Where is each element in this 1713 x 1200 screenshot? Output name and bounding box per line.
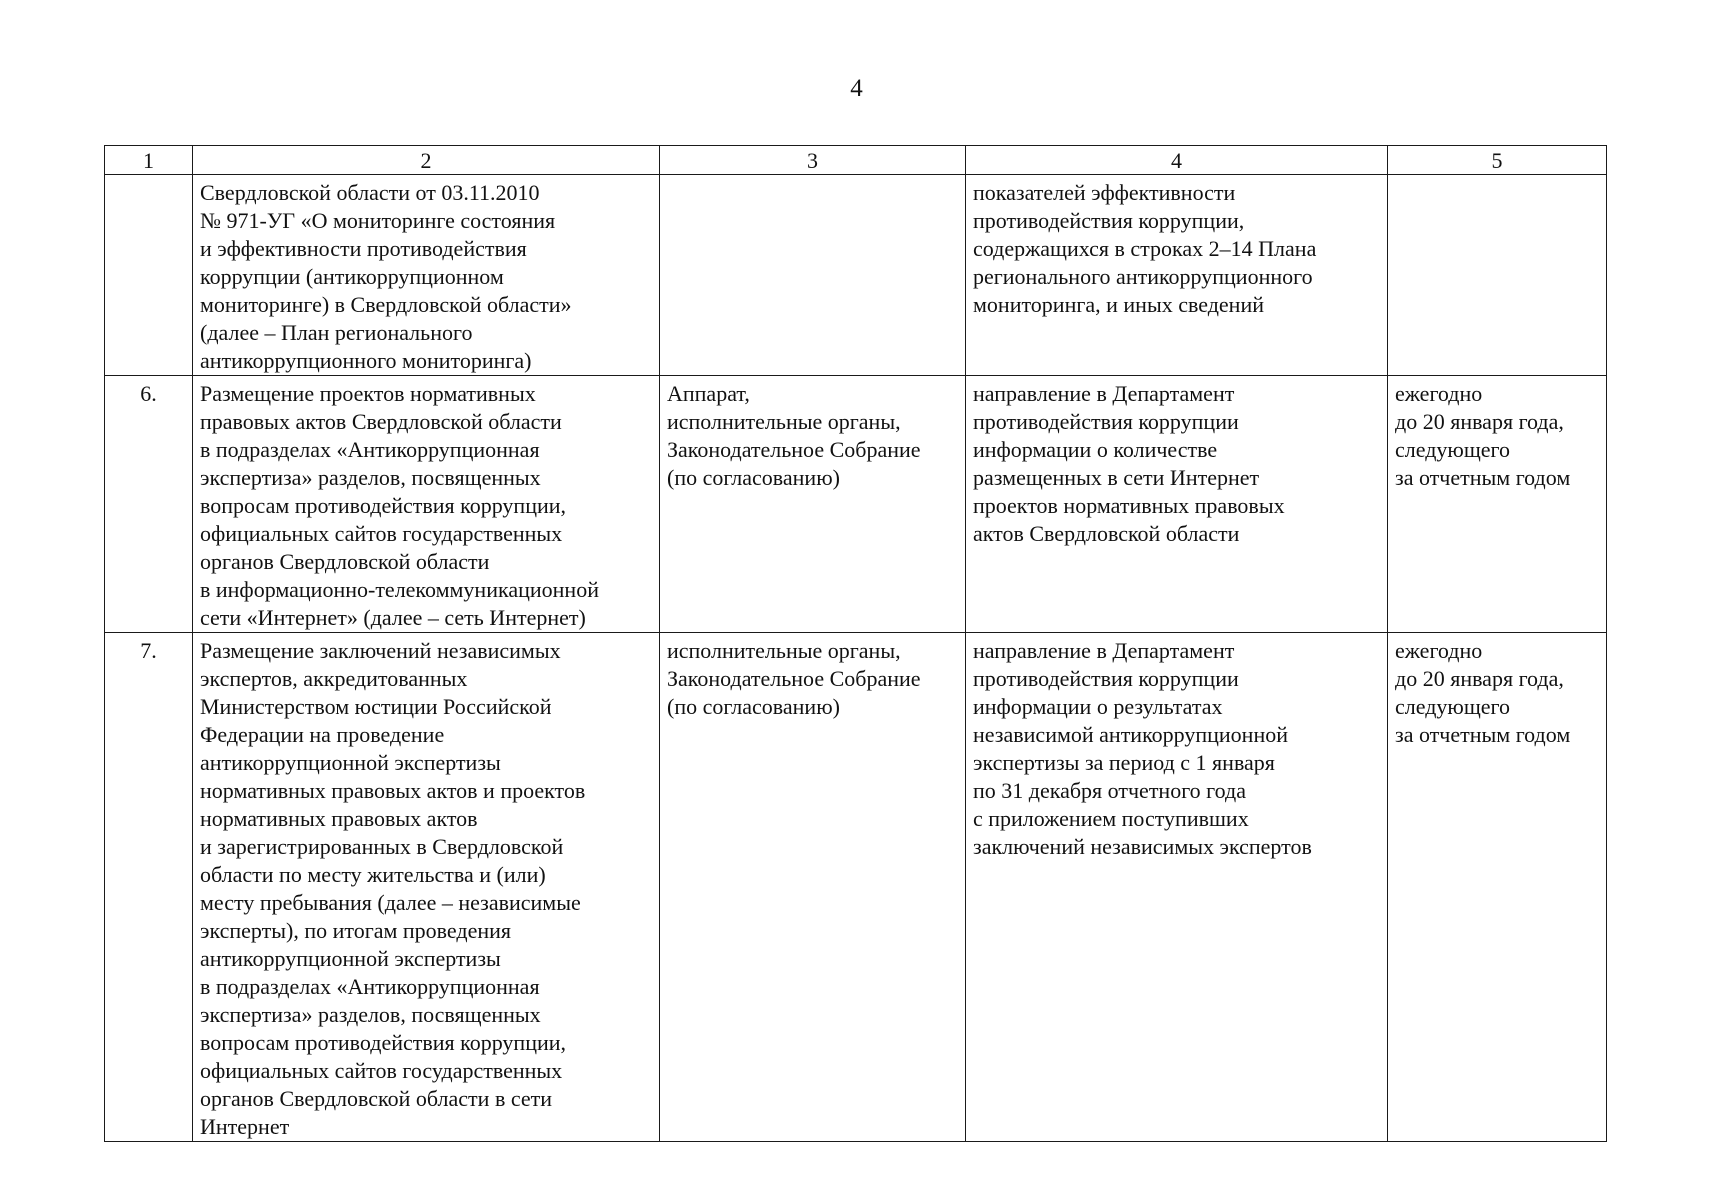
table-row bbox=[105, 376, 1607, 633]
deadline-cell bbox=[1388, 376, 1607, 633]
executor-cell bbox=[660, 175, 966, 376]
text-line: следующего bbox=[1395, 437, 1511, 462]
text-line: следующего bbox=[1395, 694, 1511, 719]
text-line: экспертиза» разделов, посвященных bbox=[200, 1002, 541, 1027]
text-line: в информационно-телекоммуникационной bbox=[200, 577, 599, 602]
text-line: эксперты), по итогам проведения bbox=[200, 918, 512, 943]
text-line: проектов нормативных правовых bbox=[973, 493, 1285, 518]
measure-cell bbox=[193, 376, 660, 633]
column-number-5: 5 bbox=[1388, 146, 1607, 175]
plan-table bbox=[104, 145, 1607, 1142]
column-number-2: 2 bbox=[193, 146, 660, 175]
text-line: экспертизы за период с 1 января bbox=[973, 750, 1275, 775]
text-line: (по согласованию) bbox=[667, 694, 840, 719]
text-line: по 31 декабря отчетного года bbox=[973, 778, 1246, 803]
text-line: направление в Департамент bbox=[973, 638, 1235, 663]
text-line: официальных сайтов государственных bbox=[200, 521, 563, 546]
text-line: антикоррупционной экспертизы bbox=[200, 946, 501, 971]
result-cell bbox=[966, 175, 1388, 376]
text-line: (по согласованию) bbox=[667, 465, 840, 490]
text-line: до 20 января года, bbox=[1395, 409, 1564, 434]
text-line: в подразделах «Антикоррупционная bbox=[200, 437, 540, 462]
text-line: и зарегистрированных в Свердловской bbox=[200, 834, 564, 859]
text-line: размещенных в сети Интернет bbox=[973, 465, 1260, 490]
text-line: экспертиза» разделов, посвященных bbox=[200, 465, 541, 490]
deadline-cell bbox=[1388, 633, 1607, 1142]
executor-cell bbox=[660, 376, 966, 633]
text-line: (далее – План регионального bbox=[200, 320, 473, 345]
table-row bbox=[105, 633, 1607, 1142]
text-line: направление в Департамент bbox=[973, 381, 1235, 406]
text-line: Министерством юстиции Российской bbox=[200, 694, 552, 719]
page-number: 4 bbox=[850, 75, 863, 102]
text-line: официальных сайтов государственных bbox=[200, 1058, 563, 1083]
text-line: содержащихся в строках 2–14 Плана bbox=[973, 236, 1317, 261]
text-line: мониторинге) в Свердловской области» bbox=[200, 292, 572, 317]
column-number-1: 1 bbox=[105, 146, 193, 175]
text-line: коррупции (антикоррупционном bbox=[200, 264, 504, 289]
text-line: информации о результатах bbox=[973, 694, 1223, 719]
column-number-4: 4 bbox=[966, 146, 1388, 175]
text-line: Аппарат, bbox=[667, 381, 750, 406]
text-line: месту пребывания (далее – независимые bbox=[200, 890, 581, 915]
text-line: Свердловской области от 03.11.2010 bbox=[200, 180, 540, 205]
row-number bbox=[105, 175, 193, 376]
text-line: экспертов, аккредитованных bbox=[200, 666, 468, 691]
row-number: 6. bbox=[105, 376, 193, 633]
text-line: нормативных правовых актов и проектов bbox=[200, 778, 586, 803]
text-line: исполнительные органы, bbox=[667, 409, 901, 434]
text-line: ежегодно bbox=[1395, 638, 1483, 663]
text-line: нормативных правовых актов bbox=[200, 806, 478, 831]
text-line: Федерации на проведение bbox=[200, 722, 445, 747]
text-line: информации о количестве bbox=[973, 437, 1218, 462]
text-line: с приложением поступивших bbox=[973, 806, 1249, 831]
text-line: правовых актов Свердловской области bbox=[200, 409, 562, 434]
text-line: № 971-УГ «О мониторинге состояния bbox=[200, 208, 556, 233]
text-line: актов Свердловской области bbox=[973, 521, 1240, 546]
text-line: исполнительные органы, bbox=[667, 638, 901, 663]
result-cell bbox=[966, 376, 1388, 633]
measure-cell bbox=[193, 633, 660, 1142]
measure-cell bbox=[193, 175, 660, 376]
table-row bbox=[105, 175, 1607, 376]
executor-cell bbox=[660, 633, 966, 1142]
row-number: 7. bbox=[105, 633, 193, 1142]
deadline-cell bbox=[1388, 175, 1607, 376]
text-line: органов Свердловской области в сети bbox=[200, 1086, 553, 1111]
text-line: Законодательное Собрание bbox=[667, 666, 921, 691]
text-line: заключений независимых экспертов bbox=[973, 834, 1312, 859]
text-line: Интернет bbox=[200, 1114, 290, 1139]
text-line: вопросам противодействия коррупции, bbox=[200, 1030, 567, 1055]
text-line: антикоррупционной экспертизы bbox=[200, 750, 501, 775]
text-line: противодействия коррупции, bbox=[973, 208, 1245, 233]
text-line: ежегодно bbox=[1395, 381, 1483, 406]
text-line: Размещение заключений независимых bbox=[200, 638, 561, 663]
text-line: сети «Интернет» (далее – сеть Интернет) bbox=[200, 605, 586, 630]
table-header-row bbox=[105, 146, 1607, 175]
column-number-3: 3 bbox=[660, 146, 966, 175]
text-line: Размещение проектов нормативных bbox=[200, 381, 536, 406]
text-line: органов Свердловской области bbox=[200, 549, 490, 574]
text-line: и эффективности противодействия bbox=[200, 236, 527, 261]
text-line: в подразделах «Антикоррупционная bbox=[200, 974, 540, 999]
text-line: до 20 января года, bbox=[1395, 666, 1564, 691]
text-line: за отчетным годом bbox=[1395, 722, 1571, 747]
text-line: мониторинга, и иных сведений bbox=[973, 292, 1265, 317]
text-line: противодействия коррупции bbox=[973, 666, 1239, 691]
text-line: вопросам противодействия коррупции, bbox=[200, 493, 567, 518]
text-line: Законодательное Собрание bbox=[667, 437, 921, 462]
text-line: регионального антикоррупционного bbox=[973, 264, 1313, 289]
text-line: за отчетным годом bbox=[1395, 465, 1571, 490]
text-line: противодействия коррупции bbox=[973, 409, 1239, 434]
text-line: независимой антикоррупционной bbox=[973, 722, 1289, 747]
text-line: антикоррупционного мониторинга) bbox=[200, 348, 532, 373]
text-line: показателей эффективности bbox=[973, 180, 1236, 205]
result-cell bbox=[966, 633, 1388, 1142]
text-line: области по месту жительства и (или) bbox=[200, 862, 546, 887]
